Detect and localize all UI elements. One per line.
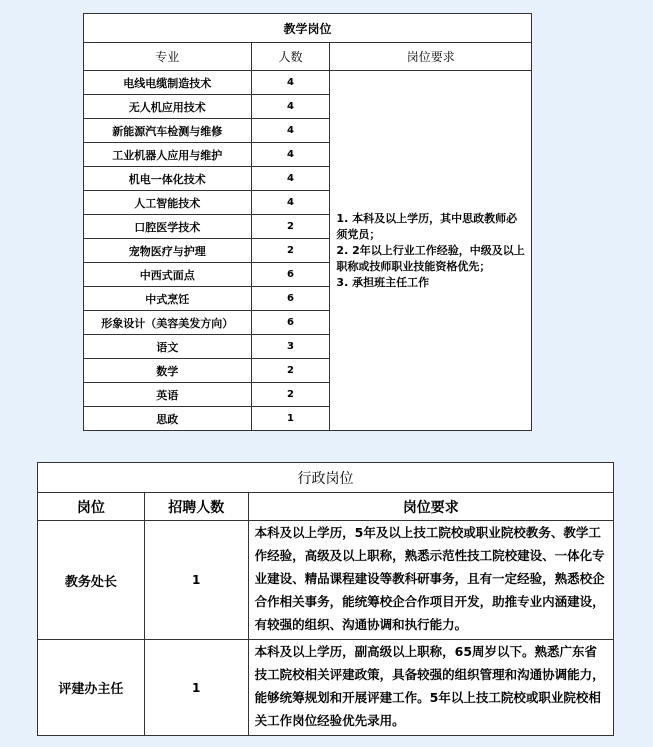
count-cell: 2 [251,239,330,263]
major-cell: 中式烹饪 [84,287,252,311]
header-requirement: 岗位要求 [248,493,613,521]
requirement-item: 3. 承担班主任工作 [336,275,430,289]
table-row [84,71,532,95]
requirement-cell: 本科及以上学历，副高级以上职称，65周岁以下。熟悉广东省技工院校相关评建政策，具备较强的组织管理和沟通协调能力，能够统筹规划和开展评建工作。5年以上技工院校或职业院校相关工作岗位经验优先录用。 [248,640,613,736]
admin-table-title: 行政岗位 [38,463,614,493]
requirement-item: 1. 本科及以上学历，其中思政教师必须党员； [336,211,518,241]
count-cell: 6 [251,263,330,287]
major-cell: 数学 [84,359,252,383]
count-cell: 4 [251,95,330,119]
table-row [38,521,614,640]
teaching-table-title: 教学岗位 [84,14,532,43]
count-cell: 4 [251,143,330,167]
major-cell: 口腔医学技术 [84,215,252,239]
requirement-cell: 本科及以上学历，5年及以上技工院校或职业院校教务、教学工作经验，高级及以上职称，熟悉示范性技工院校建设、一体化专业建设、精品课程建设等教科研事务，且有一定经验，熟悉校企合作相关事务，能统筹校企合作项目开发，助推专业内涵建设，有较强的组织、沟通协调和执行能力。 [248,521,613,640]
count-cell: 6 [251,311,330,335]
teaching-requirements-cell [330,71,532,431]
major-cell: 宠物医疗与护理 [84,239,252,263]
header-hire-count: 招聘人数 [144,493,248,521]
requirement-item: 2. 2年以上行业工作经验，中级及以上职称或技师职业技能资格优先； [336,243,525,273]
count-cell: 2 [251,383,330,407]
header-count: 人数 [251,43,330,71]
count-cell: 2 [251,359,330,383]
hire-count-cell: 1 [144,521,248,640]
table-row [38,640,614,736]
header-position: 岗位 [38,493,145,521]
major-cell: 思政 [84,407,252,431]
major-cell: 形象设计（美容美发方向） [84,311,252,335]
count-cell: 4 [251,167,330,191]
major-cell: 中西式面点 [84,263,252,287]
count-cell: 1 [251,407,330,431]
admin-positions-table [37,462,614,736]
count-cell: 4 [251,191,330,215]
teaching-positions-table [83,13,532,431]
count-cell: 4 [251,71,330,95]
major-cell: 无人机应用技术 [84,95,252,119]
major-cell: 人工智能技术 [84,191,252,215]
count-cell: 3 [251,335,330,359]
major-cell: 工业机器人应用与维护 [84,143,252,167]
count-cell: 2 [251,215,330,239]
major-cell: 电线电缆制造技术 [84,71,252,95]
major-cell: 新能源汽车检测与维修 [84,119,252,143]
major-cell: 语文 [84,335,252,359]
count-cell: 4 [251,119,330,143]
position-cell: 评建办主任 [38,640,145,736]
header-major: 专业 [84,43,252,71]
header-requirement: 岗位要求 [330,43,532,71]
major-cell: 英语 [84,383,252,407]
position-cell: 教务处长 [38,521,145,640]
major-cell: 机电一体化技术 [84,167,252,191]
hire-count-cell: 1 [144,640,248,736]
count-cell: 6 [251,287,330,311]
